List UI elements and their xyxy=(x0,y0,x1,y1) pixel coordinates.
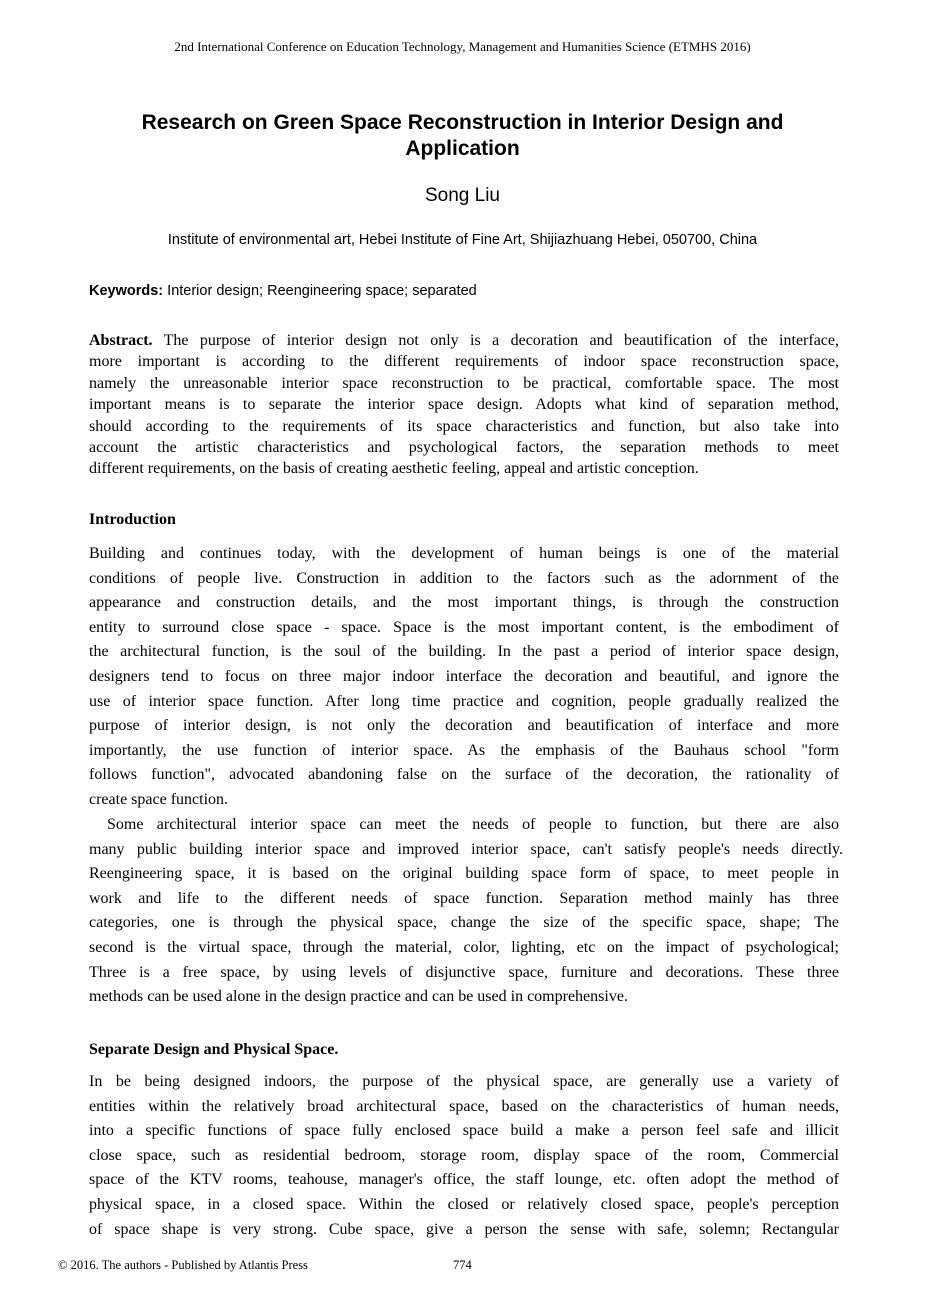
paragraph-line: many public building interior space and improved interior space, can't satisfy people's needs directly. xyxy=(89,840,843,858)
paragraph-line: designers tend to focus on three major indoor interface the decoration and beautiful, and ignore the xyxy=(89,667,839,685)
paragraph-line: follows function", advocated abandoning false on the surface of the decoration, the rationality of xyxy=(89,766,839,784)
author-name: Song Liu xyxy=(424,185,500,206)
paragraph-line: Reengineering space, it is based on the original building space form of space, to meet people in xyxy=(89,865,839,883)
abstract-line: important means is to separate the interior space design. Adopts what kind of separation method, xyxy=(89,396,839,414)
footer-copyright: © 2016. The authors - Published by Atlantis Press xyxy=(58,1258,308,1272)
separate-design-paragraph-1 xyxy=(89,1070,839,1242)
section-heading-introduction: Introduction xyxy=(89,511,176,528)
abstract-label: Abstract. xyxy=(89,332,153,349)
keywords-text: Interior design; Reengineering space; separated xyxy=(163,283,477,299)
author-affiliation: Institute of environmental art, Hebei Institute of Fine Art, Shijiazhuang Hebei, 050700, China xyxy=(167,232,758,248)
paragraph-line: Three is a free space, by using levels of disjunctive space, furniture and decorations. These three xyxy=(89,963,839,981)
paragraph-line: conditions of people live. Construction in addition to the factors such as the adornment of the xyxy=(89,569,839,587)
paragraph-line: purpose of interior design, is not only the decoration and beautification of interface and more xyxy=(89,717,839,735)
abstract-line xyxy=(89,330,839,351)
introduction-paragraph-2 xyxy=(89,813,843,1010)
paragraph-line: of space shape is very strong. Cube space, give a person the sense with safe, solemn; Rectangular xyxy=(89,1220,839,1238)
paragraph-line: Some architectural interior space can meet the needs of people to function, but there are also xyxy=(107,816,839,833)
abstract-line: account the artistic characteristics and psychological factors, the separation methods to meet xyxy=(89,438,839,456)
paragraph-line: entities within the relatively broad architectural space, based on the characteristics of human needs, xyxy=(89,1097,839,1115)
abstract-line: more important is according to the different requirements of indoor space reconstruction space, xyxy=(89,353,839,371)
abstract-line: should according to the requirements of its space characteristics and function, but also take into xyxy=(89,417,839,435)
paragraph-line: into a specific functions of space fully enclosed space build a make a person feel safe and illicit xyxy=(89,1122,839,1140)
abstract-line: different requirements, on the basis of creating aesthetic feeling, appeal and artistic conception. xyxy=(89,460,699,478)
paragraph-line: importantly, the use function of interior space. As the emphasis of the Bauhaus school "form xyxy=(89,741,839,759)
introduction-paragraph-1 xyxy=(89,542,839,813)
paragraph-line: appearance and construction details, and the most important things, is through the construction xyxy=(89,594,839,612)
abstract-text: The purpose of interior design not only is a decoration and beautification of the interface, xyxy=(152,332,839,349)
paper-title xyxy=(90,110,835,162)
paragraph-line: categories, one is through the physical space, change the size of the specific space, shape; The xyxy=(89,914,839,932)
keywords-label: Keywords: xyxy=(89,283,164,299)
keywords xyxy=(89,282,839,300)
paragraph-line: space of the KTV rooms, teahouse, manager's office, the staff lounge, etc. often adopt the method of xyxy=(89,1171,839,1189)
paragraph-line: entity to surround close space - space. Space is the most important content, is the embodiment of xyxy=(89,618,839,636)
section-heading-separate-design: Separate Design and Physical Space. xyxy=(89,1041,339,1058)
paragraph-line: Building and continues today, with the development of human beings is one of the material xyxy=(89,545,839,562)
paragraph-line: work and life to the different needs of space function. Separation method mainly has three xyxy=(89,889,839,907)
paragraph-line: In be being designed indoors, the purpose of the physical space, are generally use a variety of xyxy=(89,1073,839,1090)
paragraph-line: physical space, in a closed space. Within the closed or relatively closed space, people's perception xyxy=(89,1195,839,1213)
paragraph-line: second is the virtual space, through the material, color, lighting, etc on the impact of psychological; xyxy=(89,938,839,956)
title-line: Research on Green Space Reconstruction in Interior Design and xyxy=(141,111,784,134)
footer-page-number: 774 xyxy=(453,1258,472,1272)
title-line: Application xyxy=(405,137,520,160)
paragraph-line: close space, such as residential bedroom, storage room, display space of the room, Commercial xyxy=(89,1146,839,1164)
conference-header: 2nd International Conference on Education Technology, Management and Humanities Science (ETMHS 2016) xyxy=(174,39,751,54)
abstract-line: namely the unreasonable interior space reconstruction to be practical, comfortable space. The most xyxy=(89,374,839,392)
paragraph-line: the architectural function, is the soul of the building. In the past a period of interior space design, xyxy=(89,643,839,661)
abstract xyxy=(89,330,839,480)
paragraph-line: create space function. xyxy=(89,790,229,808)
paragraph-line: methods can be used alone in the design practice and can be used in comprehensive. xyxy=(89,988,628,1006)
paragraph-line: use of interior space function. After long time practice and cognition, people gradually realized the xyxy=(89,692,839,710)
